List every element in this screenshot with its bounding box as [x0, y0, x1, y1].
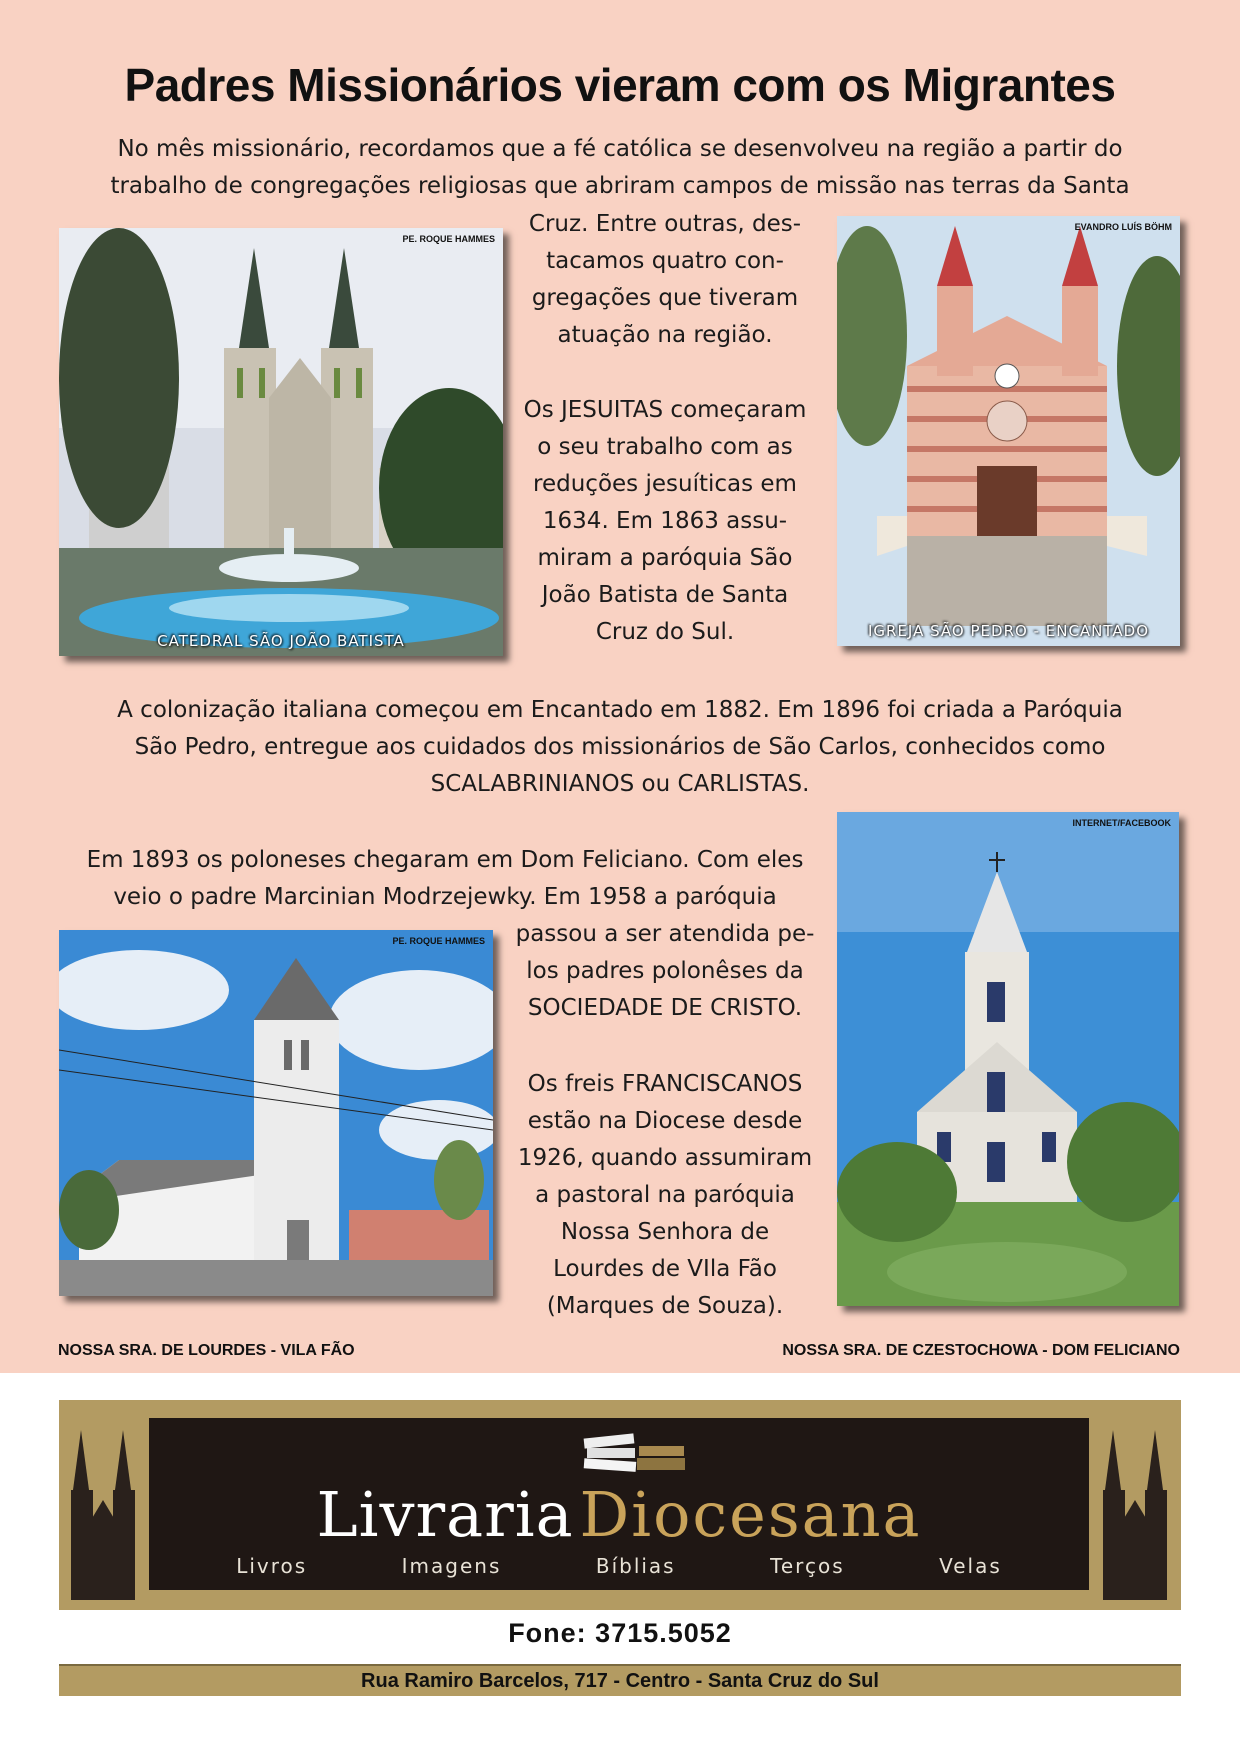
- product-item: Imagens: [401, 1554, 502, 1578]
- ad-banner: [149, 1418, 1089, 1590]
- lourdes-image: [59, 930, 493, 1296]
- books-icon: [579, 1428, 689, 1483]
- photo-credit: INTERNET/FACEBOOK: [1072, 818, 1171, 828]
- intro-line: trabalho de congregações religiosas que abriram campos de missão nas terras da Santa: [110, 173, 1130, 199]
- photo-caption: IGREJA SÃO PEDRO - ENCANTADO: [867, 622, 1150, 640]
- jesuitas-paragraph: [515, 392, 815, 651]
- text-line: A colonização italiana começou em Encantado em 1882. Em 1896 foi criada a Paróquia: [117, 697, 1123, 723]
- text-line: Nossa Senhora de: [560, 1219, 770, 1245]
- phone-number: Fone: 3715.5052: [508, 1618, 732, 1648]
- text-line: 1634. Em 1863 assu-: [542, 508, 788, 534]
- sao-pedro-image: [837, 216, 1180, 646]
- brand-name: [149, 1478, 1089, 1551]
- text-line: gregações que tiveram: [531, 285, 799, 311]
- lourdes-caption: NOSSA SRA. DE LOURDES - VILA FÃO: [58, 1342, 355, 1359]
- text-line: SOCIEDADE DE CRISTO.: [527, 995, 803, 1021]
- polish-paragraph-bottom: [500, 916, 830, 1027]
- cathedral-left-icon: [67, 1410, 141, 1600]
- text-line: estão na Diocese desde: [527, 1108, 803, 1134]
- product-list: [149, 1554, 1089, 1578]
- text-line: Em 1893 os poloneses chegaram em Dom Feliciano. Com eles: [86, 847, 804, 873]
- polish-paragraph-top: [55, 842, 835, 916]
- address-bar: Rua Ramiro Barcelos, 717 - Centro - Santa Cruz do Sul: [59, 1664, 1181, 1696]
- photo-caption: CATEDRAL SÃO JOÃO BATISTA: [157, 632, 405, 650]
- intro-line: No mês missionário, recordamos que a fé católica se desenvolveu na região a partir do: [117, 136, 1123, 162]
- text-line: o seu trabalho com as: [537, 434, 793, 460]
- text-line: 1926, quando assumiram: [517, 1145, 813, 1171]
- photo-credit: PE. ROQUE HAMMES: [392, 936, 485, 946]
- czestochowa-photo: [837, 812, 1179, 1306]
- lourdes-photo: [59, 930, 493, 1296]
- brand-part-2: Diocesana: [579, 1478, 922, 1551]
- brand-part-1: Livraria: [316, 1478, 574, 1551]
- czestochowa-caption: NOSSA SRA. DE CZESTOCHOWA - DOM FELICIANO: [782, 1342, 1180, 1359]
- text-line: Cruz do Sul.: [595, 619, 735, 645]
- intro-paragraph: [40, 131, 1200, 205]
- text-line: miram a paróquia São: [537, 545, 793, 571]
- text-line: reduções jesuíticas em: [533, 471, 797, 497]
- text-line: veio o padre Marcinian Modrzejewky. Em 1958 a paróquia: [113, 884, 777, 910]
- italian-paragraph: [40, 692, 1200, 803]
- text-line: (Marques de Souza).: [546, 1293, 784, 1319]
- text-line: atuação na região.: [557, 322, 773, 348]
- cathedral-image: [59, 228, 503, 656]
- text-line: los padres polonêses da: [526, 958, 804, 984]
- cathedral-right-icon: [1099, 1410, 1173, 1600]
- text-line: João Batista de Santa: [541, 582, 789, 608]
- livraria-ad[interactable]: [59, 1400, 1181, 1610]
- text-line: Lourdes de VIla Fão: [553, 1256, 777, 1282]
- sao-pedro-photo: [837, 216, 1180, 646]
- text-line: passou a ser atendida pe-: [515, 921, 815, 947]
- franciscan-paragraph: [500, 1066, 830, 1325]
- text-line: Os freis FRANCISCANOS: [527, 1071, 803, 1097]
- photo-credit: PE. ROQUE HAMMES: [402, 234, 495, 244]
- text-line: SCALABRINIANOS ou CARLISTAS.: [430, 771, 810, 797]
- czestochowa-image: [837, 812, 1179, 1306]
- page-title: Padres Missionários vieram com os Migrantes: [124, 59, 1116, 111]
- text-line: São Pedro, entregue aos cuidados dos missionários de São Carlos, conhecidos como: [134, 734, 1106, 760]
- middle-column: [515, 206, 815, 354]
- text-line: a pastoral na paróquia: [535, 1182, 795, 1208]
- text-line: Os JESUITAS começaram: [523, 397, 807, 423]
- product-item: Livros: [236, 1554, 308, 1578]
- product-item: Bíblias: [595, 1554, 676, 1578]
- text-line: Cruz. Entre outras, des-: [528, 211, 802, 237]
- cathedral-photo: [59, 228, 503, 656]
- photo-credit: EVANDRO LUÍS BÖHM: [1074, 222, 1172, 232]
- product-item: Terços: [770, 1554, 845, 1578]
- text-line: tacamos quatro con-: [546, 248, 784, 274]
- product-item: Velas: [939, 1554, 1002, 1578]
